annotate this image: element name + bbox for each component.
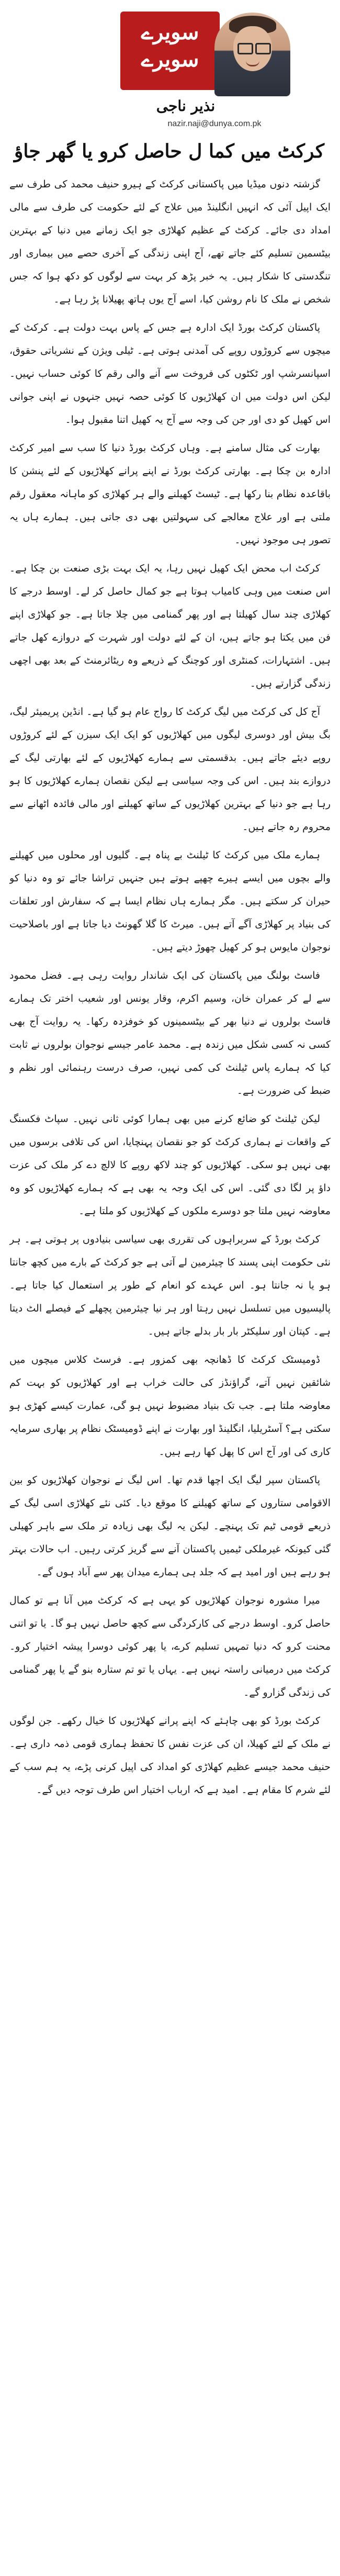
article-paragraph: بھارت کی مثال سامنے ہے۔ وہاں کرکٹ بورڈ دنیا کا سب سے امیر کرکٹ ادارہ بن چکا ہے۔ بھارتی کرکٹ بورڈ نے اپنے پرانے کھلاڑیوں کے لئے پنشن کا باقاعدہ نظام بنا رکھا ہے۔ ٹیسٹ کھیلنے والے ہر کھلاڑی کو ماہانہ معقول رقم ملتی ہے اور علاج معالجے کی سہولتیں بھی دی جاتی ہیں۔ ہمارے ہاں یہ تصور ہی موجود نہیں۔ [9,442,331,546]
article-paragraph: ڈومیسٹک کرکٹ کا ڈھانچہ بھی کمزور ہے۔ فرسٹ کلاس میچوں میں شائقین نہیں آتے، گراؤنڈز کی حالت خراب ہے اور کھلاڑیوں کو بہت کم معاوضہ ملتا ہے۔ جب تک بنیاد مضبوط نہیں ہو گی، عمارت کیسے کھڑی ہو سکتی ہے؟ آسٹریلیا، انگلینڈ اور بھارت نے اپنے ڈومیسٹک نظام پر بھاری سرمایہ کاری کی اور آج اس کا پھل کھا رہے ہیں۔ [9,1354,331,1458]
article-paragraph: فاسٹ بولنگ میں پاکستان کی ایک شاندار روایت رہی ہے۔ فضل محمود سے لے کر عمران خان، وسیم اکرم، وقار یونس اور شعیب اختر تک ہمارے فاسٹ بولروں نے دنیا بھر کے بیٹسمینوں کو خوفزدہ رکھا۔ یہ روایت آج بھی کسی نہ کسی شکل میں زندہ ہے۔ محمد عامر جیسے نوجوان بولروں نے ثابت کیا کہ ہمارے پاس ٹیلنٹ کی کمی نہیں، صرف درست رہنمائی اور نظم و ضبط کی ضرورت ہے۔ [9,970,331,1096]
article-paragraph: ہمارے ملک میں کرکٹ کا ٹیلنٹ بے پناہ ہے۔ گلیوں اور محلوں میں کھیلنے والے بچوں میں ایسے ہیرے چھپے ہوتے ہیں جنہیں تراشا جائے تو وہ دنیا کو حیران کر سکتے ہیں۔ مگر ہمارے ہاں نظام ایسا ہے کہ سفارش اور تعلقات کی بنیاد پر کھلاڑی آگے آتے ہیں۔ میرٹ کا گلا گھونٹ دیا جاتا ہے اور باصلاحیت نوجوان مایوس ہو کر کھیل چھوڑ دیتے ہیں۔ [9,849,331,953]
article-body [9,173,331,2564]
column-headline: کرکٹ میں کما ل حاصل کرو یا گھر جاؤ [14,140,324,162]
column-header [0,0,340,162]
article-paragraph: آج کل کی کرکٹ میں لیگ کرکٹ کا رواج عام ہو گیا ہے۔ انڈین پریمیئر لیگ، بگ بیش اور دوسری لیگوں میں کھلاڑیوں کو ایک ایک سیزن کے لئے کروڑوں روپے دیئے جاتے ہیں۔ بدقسمتی سے ہمارے کھلاڑیوں کے لئے بھارتی لیگ کے دروازے بند ہیں۔ اس کی وجہ سیاسی ہے لیکن نقصان ہمارے کھلاڑیوں کا ہو رہا ہے جو دنیا کے بہترین کھلاڑیوں کے ساتھ کھیلنے اور مالی فائدہ اٹھانے سے محروم رہ جاتے ہیں۔ [9,706,331,833]
column-logo [120,12,220,90]
author-name: نذیر ناجی [156,97,216,115]
author-photo [214,13,290,96]
article-paragraph: پاکستان سپر لیگ ایک اچھا قدم تھا۔ اس لیگ نے نوجوان کھلاڑیوں کو بین الاقوامی ستاروں کے ساتھ کھیلنے کا موقع دیا۔ کئی نئے کھلاڑی اسی لیگ کے ذریعے قومی ٹیم تک پہنچے۔ لیکن یہ لیگ بھی زیادہ تر ملک سے باہر کھیلی گئی کیونکہ غیرملکی ٹیمیں پاکستان آنے سے گریز کرتی رہیں۔ اب حالات بہتر ہو رہے ہیں اور امید ہے کہ جلد ہی ہمارے میدان پھر سے آباد ہوں گے۔ [9,1474,331,1578]
article-paragraph: کرکٹ بورڈ کو بھی چاہئے کہ اپنے پرانے کھلاڑیوں کا خیال رکھے۔ جن لوگوں نے ملک کے لئے کھیلا، ان کی عزت نفس کا تحفظ ہماری قومی ذمہ داری ہے۔ حنیف محمد جیسے عظیم کھلاڑی کو امداد کی اپیل کرنی پڑے، یہ ہم سب کے لئے شرم کا مقام ہے۔ امید ہے کہ ارباب اختیار اس طرف توجہ دیں گے۔ [9,1715,331,1796]
logo-text-line1: سویرے [141,20,199,44]
logo-text-line2: سویرے [141,47,199,72]
author-email: nazir.naji@dunya.com.pk [167,119,262,128]
article-paragraph: میرا مشورہ نوجوان کھلاڑیوں کو یہی ہے کہ کرکٹ میں آنا ہے تو کمال حاصل کرو۔ اوسط درجے کی کارکردگی سے کچھ حاصل نہیں ہو گا۔ یا تو اتنی محنت کرو کہ دنیا تمہیں تسلیم کرے، یا پھر کوئی دوسرا پیشہ اختیار کرو۔ کرکٹ میں درمیانی راستہ نہیں ہے۔ یہاں یا تو تم ستارہ بنو گے یا پھر گمنامی کی زندگی گزارو گے۔ [9,1595,331,1698]
article-paragraph: گزشتہ دنوں میڈیا میں پاکستانی کرکٹ کے ہیرو حنیف محمد کی طرف سے ایک اپیل آئی کہ انہیں انگلینڈ میں علاج کے لئے حکومت کی طرف سے مالی امداد دی جائے۔ کرکٹ کے عظیم کھلاڑی جو ایک زمانے میں دنیا کے بہترین بیٹسمین تسلیم کئے جاتے تھے، آج اپنی زندگی کے آخری حصے میں بیماری اور تنگدستی کا شکار ہیں۔ یہ خبر پڑھ کر بہت سے لوگوں کو دکھ ہوا کہ جس شخص نے ملک کا نام روشن کیا، اسے آج یوں ہاتھ پھیلانا پڑ رہا ہے۔ [9,178,331,305]
article-paragraph: لیکن ٹیلنٹ کو ضائع کرنے میں بھی ہمارا کوئی ثانی نہیں۔ سپاٹ فکسنگ کے واقعات نے ہماری کرکٹ کو جو نقصان پہنچایا، اس کی تلافی برسوں میں بھی نہیں ہو سکی۔ کھلاڑیوں کو چند لاکھ روپے کا لالچ دے کر ملک کی عزت داؤ پر لگا دی گئی۔ اس کی ایک وجہ یہ بھی ہے کہ ہمارے کھلاڑیوں کو وہ معاوضہ نہیں ملتا جو دوسرے ملکوں کے کھلاڑیوں کو ملتا ہے۔ [9,1113,331,1217]
article-paragraph: پاکستان کرکٹ بورڈ ایک ادارہ ہے جس کے پاس بہت دولت ہے۔ کرکٹ کے میچوں سے کروڑوں روپے کی آمدنی ہوتی ہے۔ ٹیلی ویژن کے نشریاتی حقوق، اسپانسرشپ اور ٹکٹوں کی فروخت سے آنے والی رقم کا کوئی حساب نہیں۔ لیکن اس دولت میں ان کھلاڑیوں کا کوئی حصہ نہیں جنہوں نے اپنی جوانی اس کھیل کو دی اور جن کی وجہ سے آج یہ کھیل اتنا مقبول ہوا۔ [9,322,331,425]
article-paragraph: کرکٹ بورڈ کے سربراہوں کی تقرری بھی سیاسی بنیادوں پر ہوتی ہے۔ ہر نئی حکومت اپنی پسند کا چیئرمین لے آتی ہے جو کرکٹ کے بارے میں کچھ جانتا ہو یا نہ جانتا ہو۔ اس عہدے کو انعام کے طور پر استعمال کیا جاتا ہے۔ پالیسیوں میں تسلسل نہیں رہتا اور ہر نیا چیئرمین پچھلے کے فیصلے الٹ دیتا ہے۔ کپتان اور سلیکٹر بار بار بدلے جاتے ہیں۔ [9,1234,331,1337]
article-paragraph: کرکٹ اب محض ایک کھیل نہیں رہا، یہ ایک بہت بڑی صنعت بن چکا ہے۔ اس صنعت میں وہی کامیاب ہوتا ہے جو کمال حاصل کر لے۔ اوسط درجے کا کھلاڑی چند سال کھیلتا ہے اور پھر گمنامی میں چلا جاتا ہے۔ جو کھلاڑی اپنے فن میں یکتا ہو جاتے ہیں، ان کے لئے دولت اور شہرت کے دروازے کھل جاتے ہیں۔ اشتہارات، کمنٹری اور کوچنگ کے ذریعے وہ ریٹائرمنٹ کے بعد بھی اچھی زندگی گزارتے ہیں۔ [9,563,331,689]
